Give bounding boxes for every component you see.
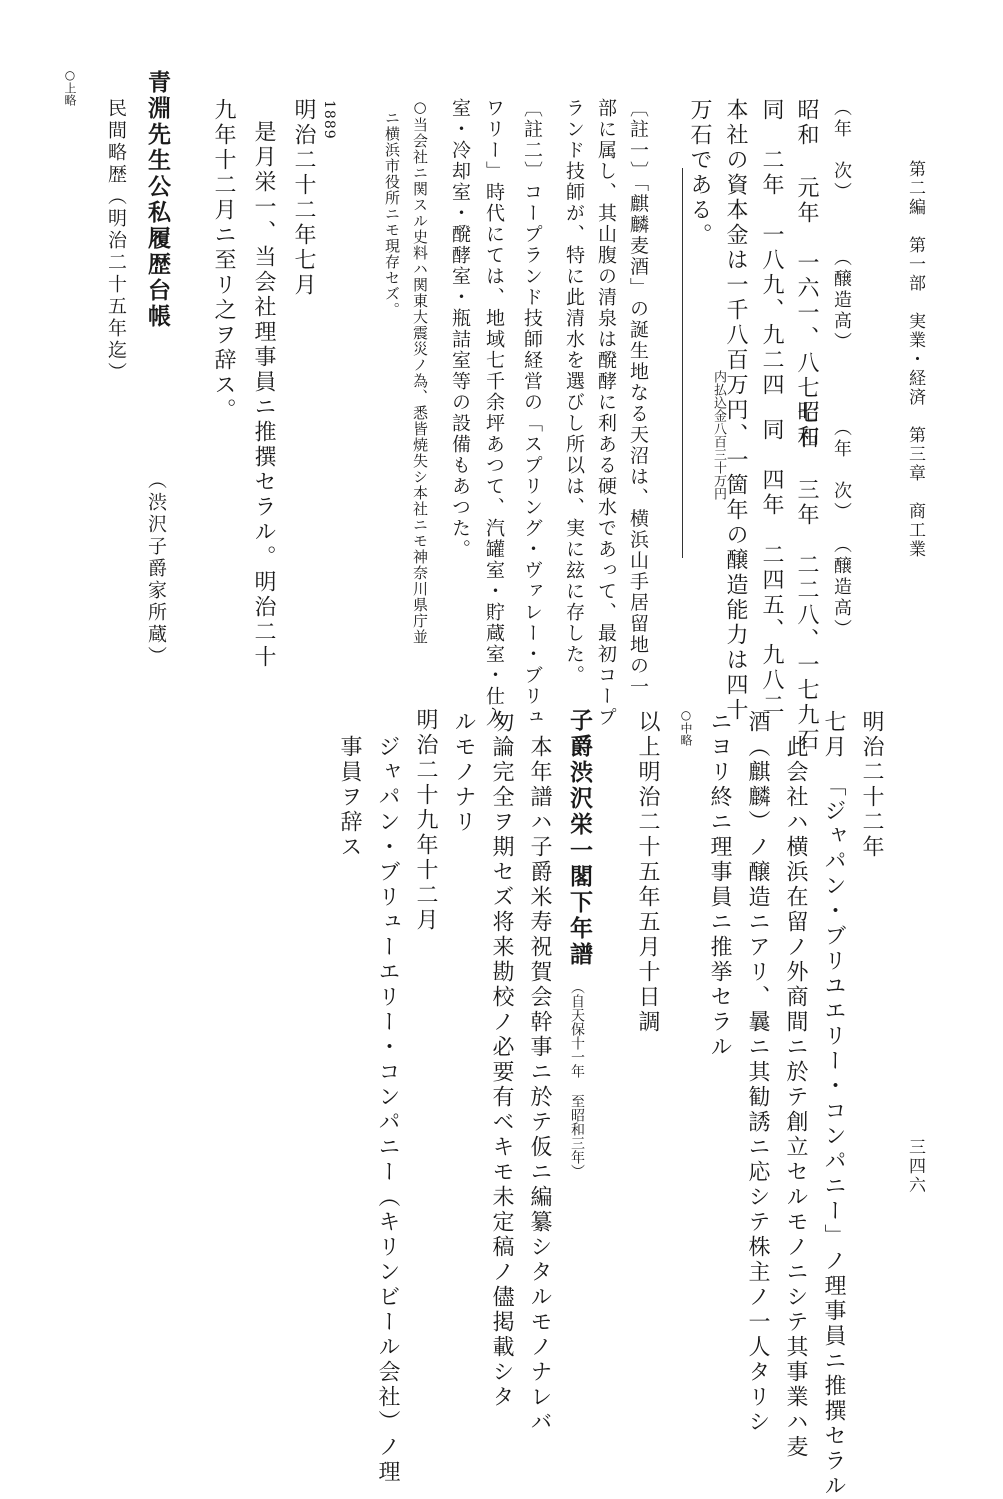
- eiichi-line-1: 是月栄一、当会社理事員ニ推撰セラル。明治二十: [251, 120, 276, 670]
- table-row-3: 昭和 三年 二二八、一七九石: [794, 400, 819, 753]
- page-number: 三四六: [905, 1138, 925, 1195]
- table-head-left-val: （醸造高）: [831, 248, 852, 353]
- capital-text-3: 万石である。: [687, 98, 712, 248]
- lower-line-b: 酒（麒麟）ノ醸造ニアリ、曩ニ其勧誘ニ応シテ株主ノ一人タリシ: [745, 710, 770, 1435]
- section-rule: [682, 168, 683, 558]
- omit-marker-middle: ○中略: [679, 708, 693, 746]
- nenpu-line-1: 本年譜ハ子爵米寿祝賀会幹事ニ於テ仮ニ編纂シタルモノナレバ: [527, 735, 552, 1435]
- note-line-1: 〔註一〕「麒麟麦酒」の誕生地なる天沼は、横浜山手居留地の一: [627, 98, 649, 698]
- meiji29-date: 明治二十九年十二月: [413, 708, 438, 933]
- year-1889: 1889: [321, 100, 337, 140]
- capital-note: 内払込金八百三十万円: [711, 370, 726, 500]
- table-row-2: 同 二年 一八九、九二四: [759, 98, 784, 398]
- lower-line-c: ニヨリ終ニ理事員ニ推挙セラル: [707, 710, 732, 1060]
- seien-subtitle: 民間略歴（明治二十五年迄）: [105, 98, 127, 384]
- nenpu-line-3: ルモノナリ: [451, 710, 476, 835]
- nenpu-title: 子爵渋沢栄一閣下年譜: [566, 708, 593, 968]
- table-head-right: （年 次）: [831, 418, 852, 523]
- lower-line-a: 此会社ハ横浜在留ノ外商間ニ於テ創立セルモノニシテ其事業ハ麦: [783, 735, 808, 1460]
- nenpu-line-2: 勿論完全ヲ期セズ将来勘校ノ必要有ベキモ未定稿ノ儘掲載シタ: [489, 710, 514, 1410]
- lower-july-line: 七月 「ジャパン・ブリユエリー・コンパニー」ノ理事員ニ推撰セラル: [821, 710, 846, 1499]
- table-head-left: （年 次）: [831, 98, 852, 203]
- note-line-6: 室・冷却室・醗酵室・瓶詰室等の設備もあつた。: [449, 98, 471, 560]
- note-line-3: ランド技師が、特に此清水を選びし所以は、実に玆に存した。: [563, 98, 585, 686]
- note-line-5: ワリー」時代にては、地域七千余坪あつて、汽罐室・貯蔵室・仕入: [483, 98, 505, 728]
- seien-source: （渋沢子爵家所蔵）: [145, 470, 167, 668]
- lower-meiji22: 明治二十二年: [859, 710, 884, 860]
- seien-title: 青淵先生公私履歴台帳: [144, 70, 171, 330]
- source-note-1: ○当会社ニ関スル史料ハ関東大震災ノ為、悉皆焼失シ本社ニモ神奈川県庁並: [411, 98, 429, 645]
- capital-text-1: 本社の資本金は一千八百万円、: [723, 98, 748, 448]
- capital-text-2: 一箇年の醸造能力は四十: [723, 448, 748, 723]
- omit-marker-upper: ○上略: [63, 68, 77, 106]
- source-note-2: ニ横浜市役所ニモ現存セズ。: [383, 110, 401, 318]
- above-date: 以上明治二十五年五月十日調: [635, 710, 660, 1035]
- nenpu-span: （自天保十一年 至昭和三年）: [569, 980, 585, 1178]
- running-header: 第二編 第一部 実業・経済 第三章 商工業: [905, 160, 925, 559]
- japan-line-1: ジャパン・ブリューエリー・コンパニー（キリンビール会社）ノ理: [375, 735, 400, 1485]
- table-head-right-val: （醸造高）: [831, 535, 852, 640]
- note-line-2: 部に属し、其山腹の清泉は醗酵に利ある硬水であって、最初コープ: [595, 98, 617, 728]
- table-row-4: 同 四年 二四五、九八二: [759, 418, 784, 718]
- meiji22-july: 明治二十二年七月: [291, 98, 316, 298]
- table-row-1: 昭和 元年 一六一、八七七石: [794, 98, 819, 451]
- japan-line-2: 事員ヲ辞ス: [337, 735, 362, 860]
- note-line-4: 〔註二〕コープランド技師経営の「スプリング・ヴァレー・ブリュ: [521, 98, 543, 728]
- eiichi-line-2: 九年十二月ニ至リ之ヲ辞ス。: [211, 98, 236, 423]
